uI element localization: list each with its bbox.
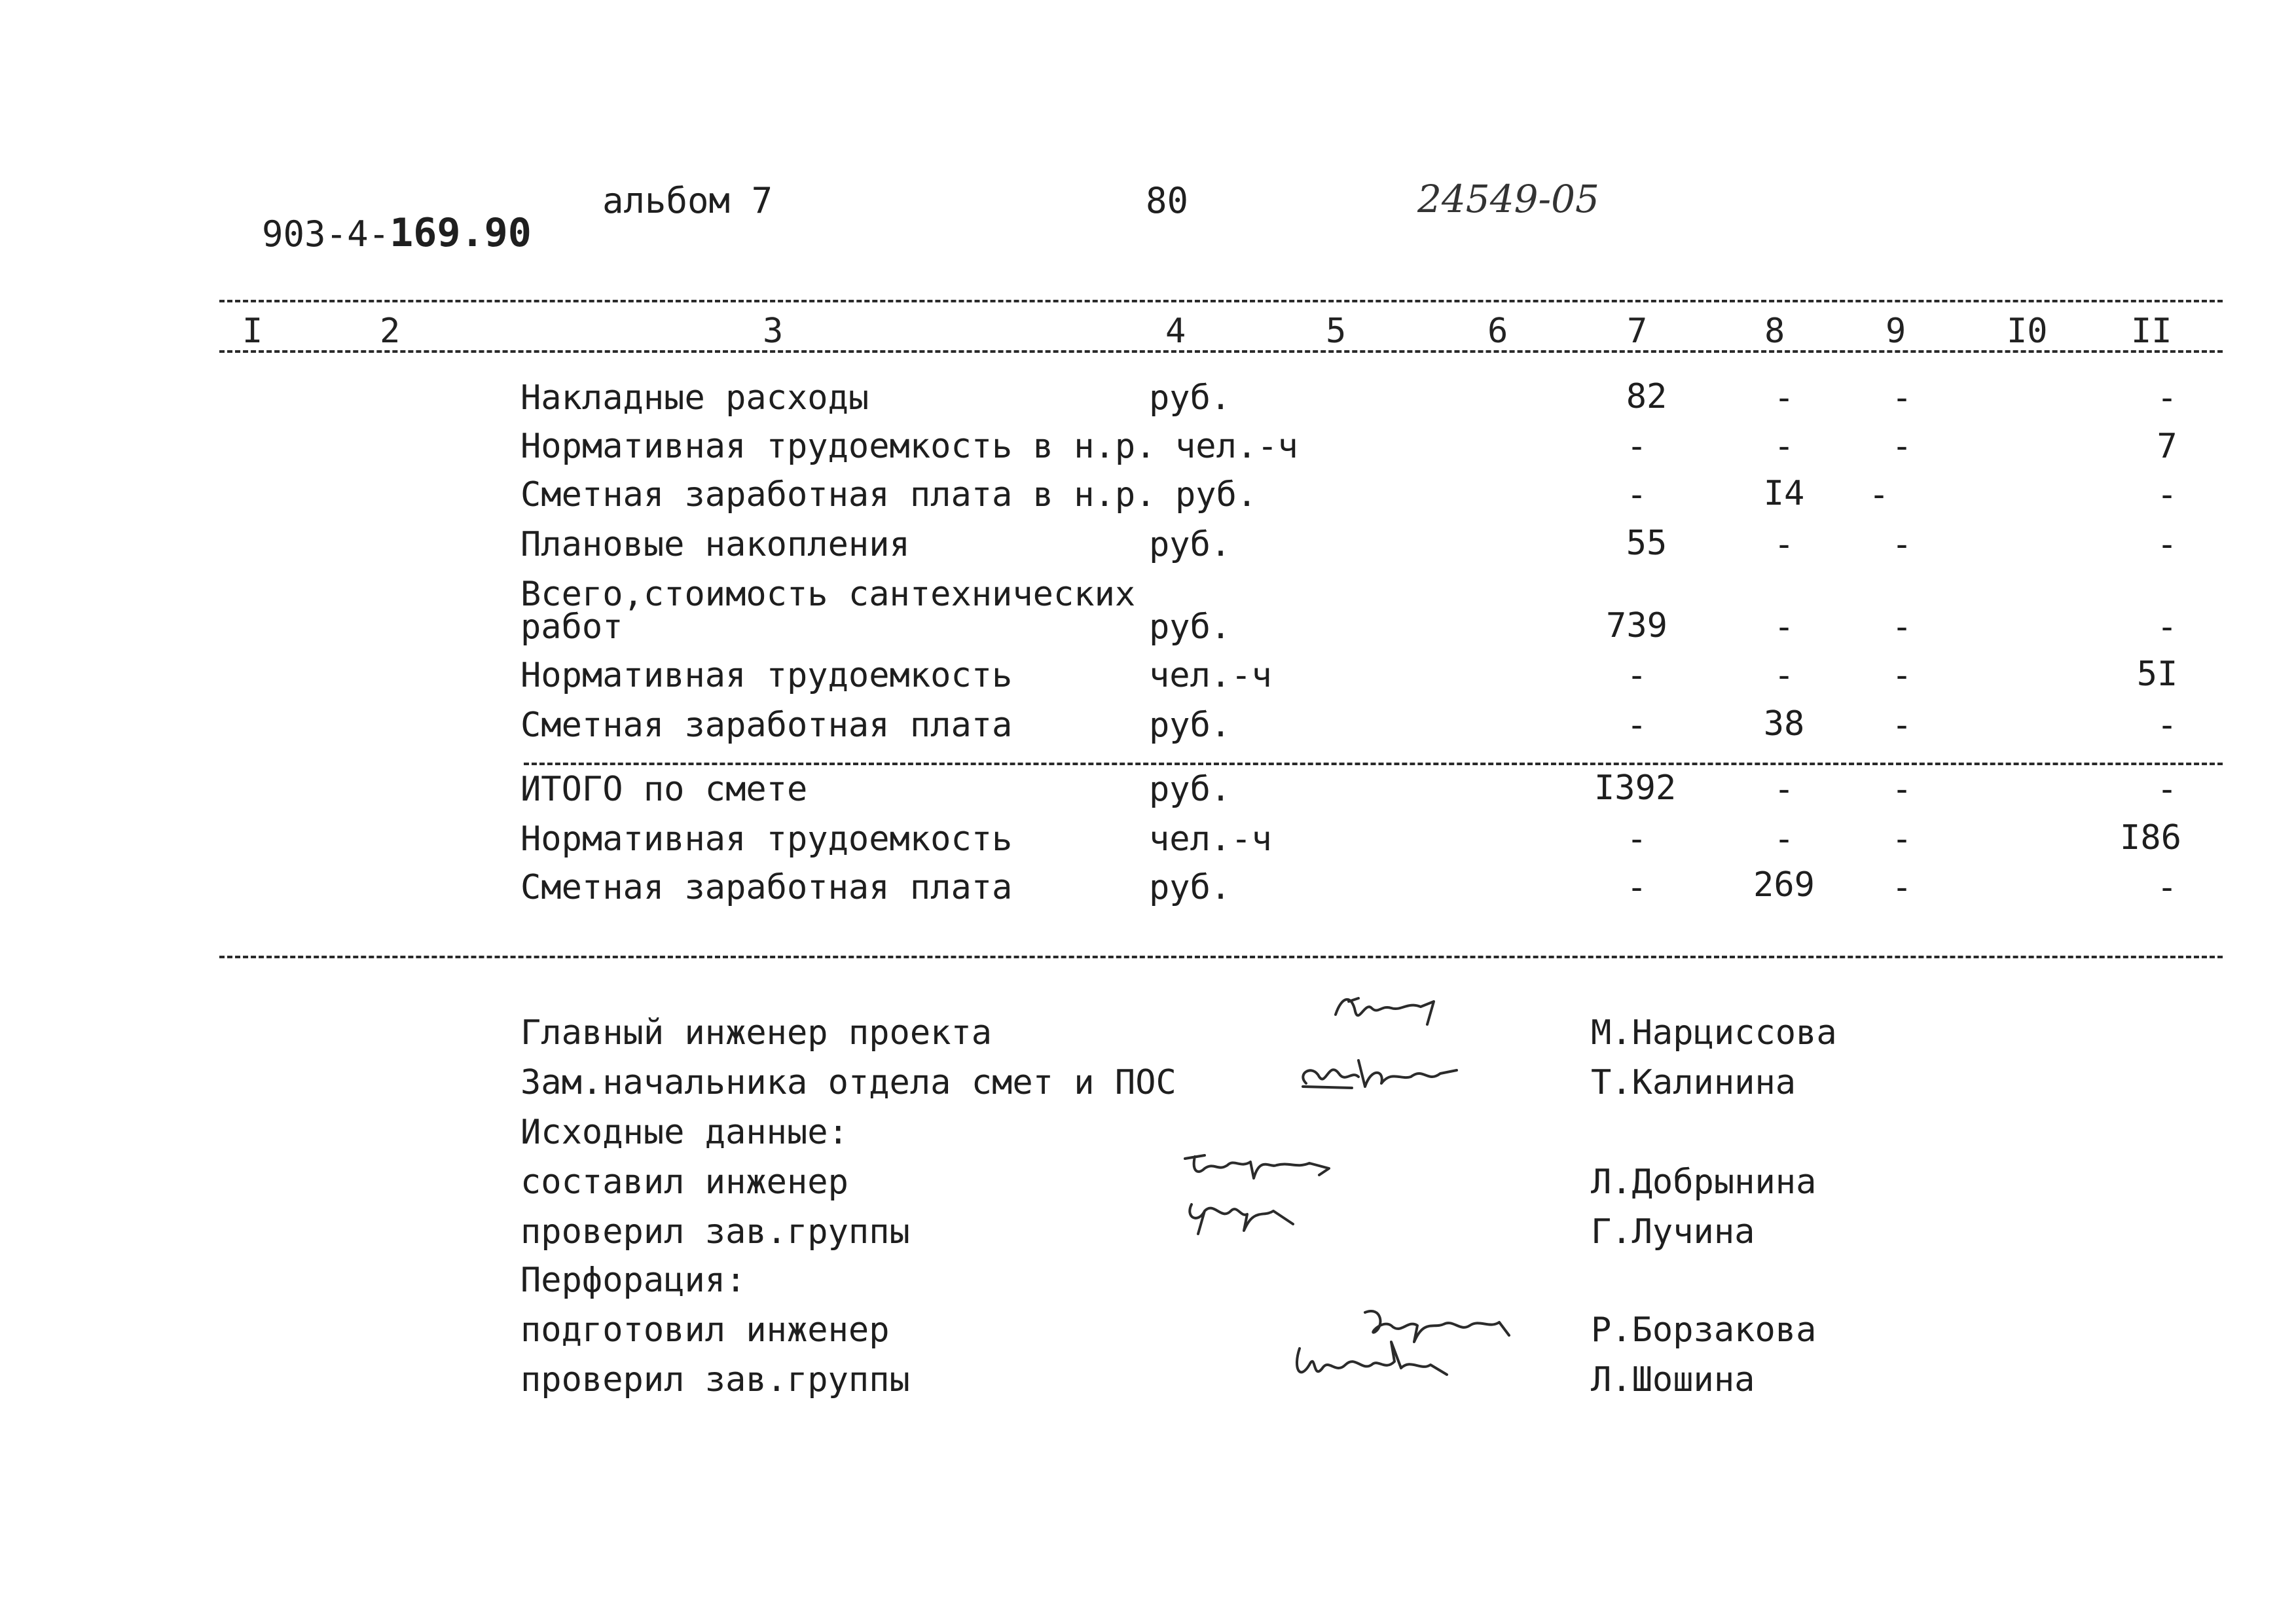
row-label: Нормативная трудоемкость [520, 656, 1013, 695]
header-top-rule [219, 300, 2223, 302]
cell-col11: - [2157, 706, 2178, 745]
cell-col11: - [2157, 868, 2178, 907]
col-header-2: 2 [380, 312, 401, 351]
handwritten-signature-group-head [1178, 1185, 1309, 1244]
signature-role: проверил зав.группы [520, 1360, 910, 1399]
cell-col9: - [1891, 427, 1912, 466]
row-label: Плановые накопления [520, 525, 910, 564]
signature-role: Главный инженер проекта [520, 1013, 993, 1053]
table-bottom-rule [219, 956, 2223, 958]
cell-col11: - [2157, 770, 2178, 809]
cell-col9: - [1891, 525, 1912, 564]
cell-col8: - [1774, 427, 1795, 466]
cell-col8: 269 [1753, 865, 1815, 905]
row-unit: руб. [1175, 475, 1258, 514]
signature-person: Г.Лучина [1591, 1212, 1755, 1252]
signature-person: М.Нарциссова [1591, 1013, 1837, 1053]
handwritten-signature-deputy-head [1293, 1047, 1470, 1100]
row-label: Сметная заработная плата в н.р. [520, 475, 1156, 514]
col-header-6: 6 [1487, 312, 1508, 351]
document-code-number: 169.90 [390, 210, 532, 256]
total-unit: руб. [1149, 770, 1231, 809]
row-label-continuation: работ [520, 607, 623, 647]
total-label: Нормативная трудоемкость [520, 820, 1013, 859]
cell-col11: - [2157, 378, 2178, 418]
signature-person: Л.Добрынина [1591, 1163, 1817, 1202]
header-bottom-rule [219, 350, 2223, 353]
col-header-4: 4 [1165, 312, 1186, 351]
cell-col8: - [1774, 770, 1795, 809]
cell-col11: - [2157, 525, 2178, 564]
cell-col11: - [2157, 475, 2178, 514]
handwritten-signature-compiler [1178, 1142, 1375, 1188]
col-header-5: 5 [1326, 312, 1347, 351]
cell-col7: - [1626, 706, 1647, 745]
signature-role: составил инженер [520, 1163, 848, 1202]
cell-col7: 82 [1626, 377, 1667, 416]
cell-col8: 38 [1763, 704, 1805, 744]
total-unit: руб. [1149, 868, 1231, 907]
section-heading: Перфорация: [520, 1261, 746, 1300]
section-heading: Исходные данные: [520, 1113, 848, 1152]
total-label: Сметная заработная плата [520, 868, 1013, 907]
row-label: Накладные расходы [520, 378, 869, 418]
cell-col7: 739 [1606, 606, 1667, 645]
col-header-3: 3 [763, 312, 784, 351]
total-label: ИТОГО по смете [520, 770, 808, 809]
row-unit: чел.-ч [1149, 656, 1272, 695]
cell-col7: - [1626, 656, 1647, 695]
signature-role: Зам.начальника отдела смет и ПОС [520, 1063, 1176, 1102]
cell-col8: - [1774, 820, 1795, 859]
cell-col9: - [1891, 607, 1912, 647]
cell-col9: - [1891, 378, 1912, 418]
cell-col7: 55 [1626, 524, 1667, 563]
col-header-8: 8 [1764, 312, 1785, 351]
row-label: Сметная заработная плата [520, 706, 1013, 745]
cell-col7: - [1626, 475, 1647, 514]
cell-col8: - [1774, 607, 1795, 647]
handwritten-archive-number: 24549-05 [1417, 177, 1599, 221]
row-unit: руб. [1149, 706, 1231, 745]
cell-col8: - [1774, 656, 1795, 695]
handwritten-signature-chief-engineer [1329, 988, 1460, 1041]
cell-col8: - [1774, 525, 1795, 564]
row-unit: руб. [1149, 607, 1231, 647]
handwritten-signature-checker [1286, 1335, 1483, 1394]
row-label: Всего,стоимость сантехнических [520, 575, 1136, 614]
totals-separator [524, 763, 2223, 765]
signature-person: Т.Калинина [1591, 1063, 1796, 1102]
cell-col9: - [1891, 868, 1912, 907]
col-header-7: 7 [1627, 312, 1648, 351]
cell-col9: - [1891, 820, 1912, 859]
cell-col9: - [1891, 770, 1912, 809]
col-header-9: 9 [1886, 312, 1906, 351]
cell-col9: - [1868, 475, 1889, 514]
signature-person: Л.Шошина [1591, 1360, 1755, 1399]
signature-person: Р.Борзакова [1591, 1310, 1817, 1350]
cell-col7: - [1626, 427, 1647, 466]
cell-col8: - [1774, 378, 1795, 418]
cell-col11: - [2157, 607, 2178, 647]
cell-col11: 7 [2157, 427, 2178, 466]
cell-col8: I4 [1763, 474, 1805, 513]
row-unit: руб. [1149, 525, 1231, 564]
col-header-1: I [242, 312, 263, 351]
document-code-prefix: 903-4- [262, 213, 390, 255]
row-unit: чел.-ч [1175, 427, 1298, 466]
cell-col7: - [1626, 820, 1647, 859]
page-number: 80 [1146, 180, 1189, 221]
cell-col9: - [1891, 706, 1912, 745]
album-label: альбом 7 [602, 180, 773, 221]
row-unit: руб. [1149, 378, 1231, 418]
total-unit: чел.-ч [1149, 820, 1272, 859]
row-label: Нормативная трудоемкость в н.р. [520, 427, 1156, 466]
cell-col7: - [1626, 868, 1647, 907]
signature-role: проверил зав.группы [520, 1212, 910, 1252]
cell-col11: 5I [2136, 655, 2178, 694]
col-header-11: II [2131, 312, 2172, 351]
document-code [219, 178, 532, 256]
cell-col7: I392 [1594, 768, 1677, 808]
col-header-10: I0 [2007, 312, 2048, 351]
cell-col11: I86 [2120, 818, 2181, 857]
signature-role: подготовил инженер [520, 1310, 890, 1350]
cell-col9: - [1891, 656, 1912, 695]
